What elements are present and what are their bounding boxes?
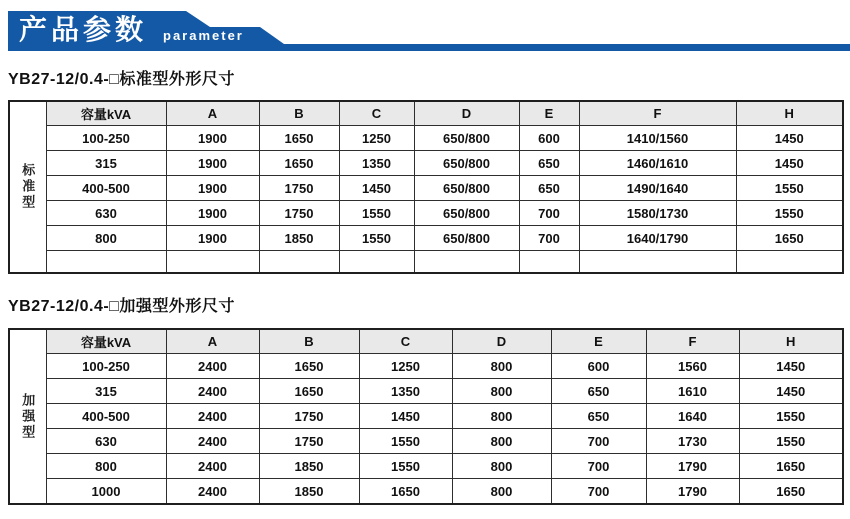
table-cell: 400-500 (46, 404, 166, 429)
table-cell: 800 (452, 454, 551, 479)
table-cell: 600 (519, 126, 579, 151)
column-header: F (579, 101, 736, 126)
side-label: 标准型 (9, 101, 46, 273)
column-header: A (166, 329, 259, 354)
table-cell (579, 251, 736, 274)
column-header: 容量kVA (46, 329, 166, 354)
table-cell: 1650 (739, 479, 843, 505)
table-cell: 800 (452, 379, 551, 404)
table-cell: 1460/1610 (579, 151, 736, 176)
table-cell: 1410/1560 (579, 126, 736, 151)
table-cell: 630 (46, 429, 166, 454)
table-cell: 800 (452, 354, 551, 379)
table-cell: 400-500 (46, 176, 166, 201)
column-header: B (259, 329, 359, 354)
table-cell: 1250 (339, 126, 414, 151)
table-cell: 1450 (739, 379, 843, 404)
column-header: H (739, 329, 843, 354)
table-cell: 1650 (259, 151, 339, 176)
column-header: B (259, 101, 339, 126)
table-cell: 650 (551, 404, 646, 429)
table-cell: 1450 (339, 176, 414, 201)
table-row (9, 354, 843, 379)
table-cell: 1490/1640 (579, 176, 736, 201)
table-cell: 1900 (166, 226, 259, 251)
spec-table (8, 100, 844, 274)
reinforced-type-section-title: YB27-12/0.4-□加强型外形尺寸 (8, 298, 235, 315)
table-cell: 1750 (259, 176, 339, 201)
table-cell: 1450 (359, 404, 452, 429)
table-cell: 800 (46, 454, 166, 479)
table-cell: 1000 (46, 479, 166, 505)
section-banner (8, 11, 850, 51)
side-label: 加强型 (9, 329, 46, 504)
table-cell: 1450 (736, 126, 843, 151)
spec-table (8, 328, 844, 505)
table-cell: 1650 (739, 454, 843, 479)
column-header: C (339, 101, 414, 126)
table-cell: 315 (46, 379, 166, 404)
table-cell: 1850 (259, 454, 359, 479)
table-row (9, 404, 843, 429)
column-header: D (452, 329, 551, 354)
table-cell: 1790 (646, 479, 739, 505)
table-cell: 650/800 (414, 226, 519, 251)
reinforced-type-table (8, 328, 842, 505)
table-cell: 1550 (736, 201, 843, 226)
table-cell: 1580/1730 (579, 201, 736, 226)
table-cell: 650/800 (414, 201, 519, 226)
table-cell: 1750 (259, 404, 359, 429)
table-cell: 1750 (259, 201, 339, 226)
table-cell: 2400 (166, 454, 259, 479)
table-cell: 1730 (646, 429, 739, 454)
table-cell: 1250 (359, 354, 452, 379)
table-cell: 315 (46, 151, 166, 176)
table-cell: 650 (551, 379, 646, 404)
table-cell: 1750 (259, 429, 359, 454)
table-cell (519, 251, 579, 274)
column-header: C (359, 329, 452, 354)
table-cell: 700 (551, 479, 646, 505)
table-cell: 1550 (739, 429, 843, 454)
table-cell: 1550 (339, 201, 414, 226)
table-cell: 2400 (166, 479, 259, 505)
table-cell (166, 251, 259, 274)
table-cell: 100-250 (46, 126, 166, 151)
table-row (9, 251, 843, 274)
table-cell: 1640 (646, 404, 739, 429)
table-cell: 1900 (166, 151, 259, 176)
table-cell: 650/800 (414, 126, 519, 151)
standard-type-section-title: YB27-12/0.4-□标准型外形尺寸 (8, 71, 235, 88)
table-row (9, 151, 843, 176)
table-cell: 700 (519, 201, 579, 226)
table-row (9, 226, 843, 251)
banner-title: 产品参数 (19, 14, 148, 45)
table-cell: 1450 (736, 151, 843, 176)
table-cell: 1650 (259, 354, 359, 379)
standard-type-table (8, 100, 842, 274)
table-cell: 1350 (359, 379, 452, 404)
table-cell: 1900 (166, 176, 259, 201)
table-cell: 1550 (736, 176, 843, 201)
table-cell: 1350 (339, 151, 414, 176)
table-cell: 1650 (259, 379, 359, 404)
table-cell: 1450 (739, 354, 843, 379)
table-cell: 650 (519, 151, 579, 176)
table-cell: 1550 (739, 404, 843, 429)
table-cell: 650 (519, 176, 579, 201)
table-cell: 800 (452, 429, 551, 454)
table-cell: 1790 (646, 454, 739, 479)
table-cell: 1850 (259, 479, 359, 505)
table-cell: 2400 (166, 354, 259, 379)
table-row (9, 176, 843, 201)
table-cell (46, 251, 166, 274)
table-cell: 1550 (339, 226, 414, 251)
table-row (9, 201, 843, 226)
table-cell: 2400 (166, 429, 259, 454)
table-cell: 800 (46, 226, 166, 251)
table-cell: 630 (46, 201, 166, 226)
column-header: D (414, 101, 519, 126)
table-cell: 650/800 (414, 176, 519, 201)
table-cell: 1640/1790 (579, 226, 736, 251)
table-cell: 800 (452, 404, 551, 429)
table-row (9, 479, 843, 505)
table-cell (259, 251, 339, 274)
table-cell: 2400 (166, 379, 259, 404)
table-row (9, 429, 843, 454)
table-cell: 1900 (166, 201, 259, 226)
table-cell: 800 (452, 479, 551, 505)
column-header: H (736, 101, 843, 126)
column-header: E (551, 329, 646, 354)
table-cell: 1550 (359, 429, 452, 454)
table-cell: 1850 (259, 226, 339, 251)
banner-subtitle: parameter (163, 28, 244, 43)
table-row (9, 126, 843, 151)
table-cell (736, 251, 843, 274)
table-cell: 650/800 (414, 151, 519, 176)
table-cell: 1650 (736, 226, 843, 251)
table-cell: 600 (551, 354, 646, 379)
table-cell: 1650 (359, 479, 452, 505)
table-cell: 1610 (646, 379, 739, 404)
table-cell: 1650 (259, 126, 339, 151)
table-row (9, 454, 843, 479)
column-header: 容量kVA (46, 101, 166, 126)
table-cell: 700 (519, 226, 579, 251)
table-cell: 700 (551, 429, 646, 454)
table-cell: 100-250 (46, 354, 166, 379)
column-header: F (646, 329, 739, 354)
table-cell: 1560 (646, 354, 739, 379)
table-cell (414, 251, 519, 274)
column-header: E (519, 101, 579, 126)
column-header: A (166, 101, 259, 126)
table-cell: 700 (551, 454, 646, 479)
table-cell: 2400 (166, 404, 259, 429)
table-cell (339, 251, 414, 274)
table-cell: 1900 (166, 126, 259, 151)
table-cell: 1550 (359, 454, 452, 479)
table-row (9, 379, 843, 404)
